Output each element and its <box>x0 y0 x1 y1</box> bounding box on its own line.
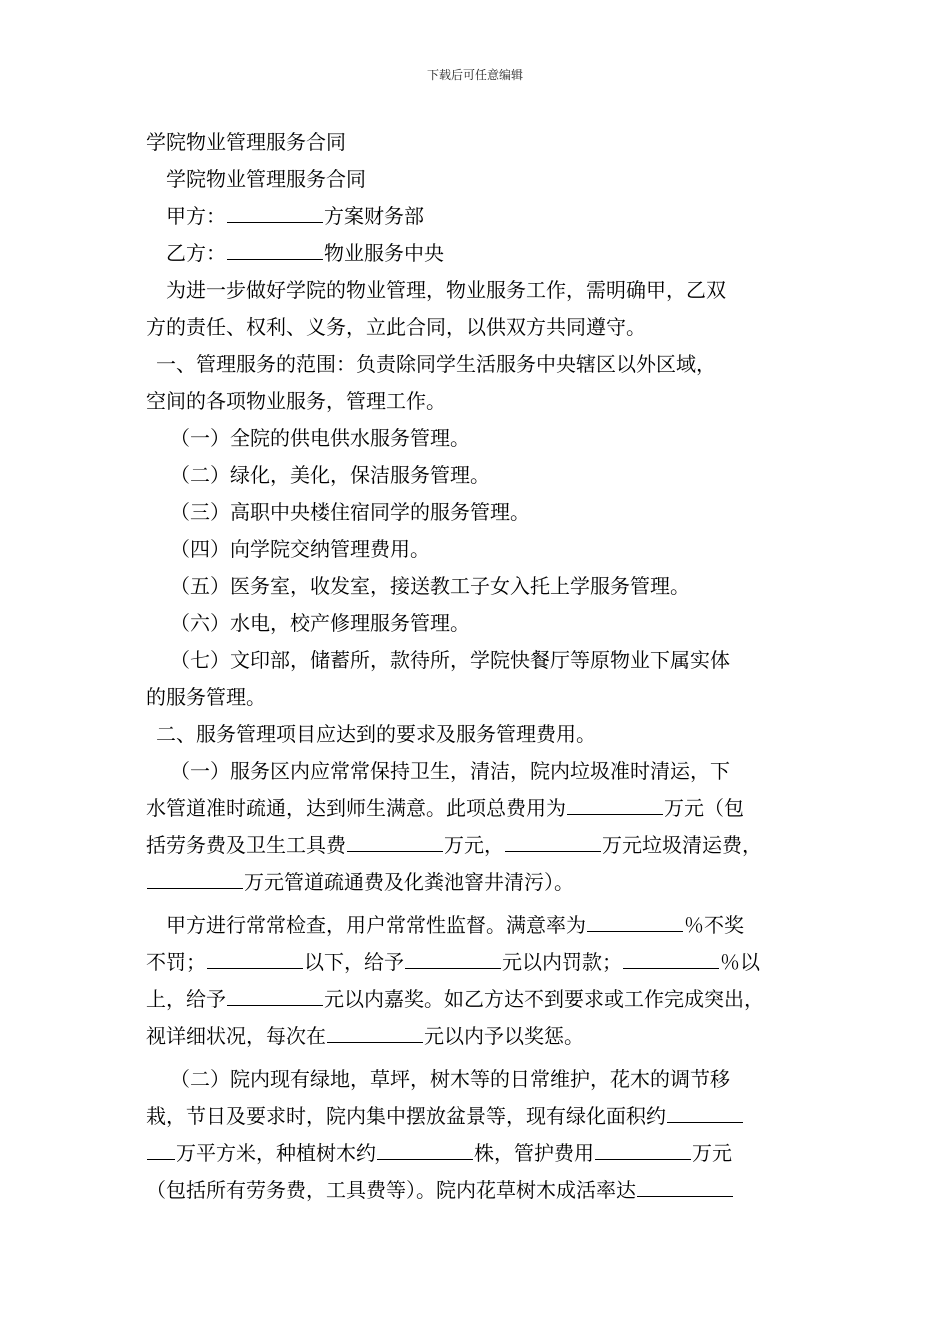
doc-subtitle: 学院物业管理服务合同 <box>166 167 366 191</box>
fill-blank <box>595 1158 691 1160</box>
party-a-label: 甲方： <box>166 204 226 228</box>
section-2-item-1: （一）服务区内应常常保持卫生，清洁，院内垃圾准时清运，下 <box>170 759 730 783</box>
text-run: 元以内予以奖惩。 <box>424 1024 584 1048</box>
text-run: 不罚； <box>146 950 206 974</box>
section-2-item-2 <box>146 1098 822 1135</box>
section-1-item: （五）医务室，收发室，接送教工子女入托上学服务管理。 <box>170 574 690 598</box>
fill-blank <box>587 930 683 932</box>
fill-blank <box>377 1158 473 1160</box>
fill-blank <box>347 850 443 852</box>
text-run: ％以 <box>720 950 760 974</box>
intro-line: 方的责任、权利、义务，立此合同，以供双方共同遵守。 <box>146 315 646 339</box>
contract-body <box>146 124 822 1209</box>
doc-title: 学院物业管理服务合同 <box>146 130 346 154</box>
fill-blank <box>147 1158 175 1160</box>
section-1-item: （七）文印部，储蓄所，款待所，学院快餐厅等原物业下属实体 <box>170 648 730 672</box>
intro-line: 为进一步做好学院的物业管理，物业服务工作，需明确甲，乙双 <box>166 278 726 302</box>
section-1-item: （四）向学院交纳管理费用。 <box>170 537 430 561</box>
fill-blank <box>405 967 501 969</box>
fill-blank <box>327 1041 423 1043</box>
text-run: 万元垃圾清运费， <box>602 833 762 857</box>
text-run: 水管道准时疏通，达到师生满意。此项总费用为 <box>146 796 566 820</box>
text-run: 株，管护费用 <box>474 1141 594 1165</box>
text-run: 万元 <box>692 1141 732 1165</box>
section-1-heading: 一、管理服务的范围：负责除同学生活服务中央辖区以外区域， <box>156 352 716 376</box>
inspection-clause <box>146 907 822 944</box>
section-1-item: （二）绿化，美化，保洁服务管理。 <box>170 463 490 487</box>
fill-blank <box>227 221 323 223</box>
fill-blank <box>207 967 303 969</box>
inspection-clause <box>146 981 822 1018</box>
fill-blank <box>667 1121 743 1123</box>
party-a-line <box>146 198 822 235</box>
fill-blank <box>227 258 323 260</box>
section-1-item: 的服务管理。 <box>146 685 266 709</box>
page-header-note: 下载后可任意编辑 <box>426 68 523 82</box>
text-run: 括劳务费及卫生工具费 <box>146 833 346 857</box>
inspection-clause <box>146 1018 822 1055</box>
section-2-item-2 <box>146 1172 822 1209</box>
party-a-name: 方案财务部 <box>324 204 424 228</box>
party-b-label: 乙方： <box>166 241 226 265</box>
party-b-name: 物业服务中央 <box>324 241 444 265</box>
text-run: 元以内罚款； <box>502 950 622 974</box>
inspection-clause <box>146 944 822 981</box>
section-2-item-1 <box>146 864 822 901</box>
text-run: 视详细状况，每次在 <box>146 1024 326 1048</box>
section-1-item: （一）全院的供电供水服务管理。 <box>170 426 470 450</box>
section-2-item-2 <box>146 1135 822 1172</box>
text-run: 以下，给予 <box>304 950 404 974</box>
party-b-line <box>146 235 822 272</box>
section-2-item-1 <box>146 790 822 827</box>
text-run: 栽，节日及要求时，院内集中摆放盆景等，现有绿化面积约 <box>146 1104 666 1128</box>
text-run: ％不奖 <box>684 913 744 937</box>
fill-blank <box>567 813 663 815</box>
section-2-heading: 二、服务管理项目应达到的要求及服务管理费用。 <box>156 722 596 746</box>
fill-blank <box>623 967 719 969</box>
section-1-item: （三）高职中央楼住宿同学的服务管理。 <box>170 500 530 524</box>
text-run: （包括所有劳务费，工具费等）。院内花草树木成活率达 <box>146 1178 636 1202</box>
fill-blank <box>505 850 601 852</box>
section-2-item-1 <box>146 827 822 864</box>
fill-blank <box>637 1195 733 1197</box>
text-run: 万平方米，种植树木约 <box>176 1141 376 1165</box>
section-2-item-2: （二）院内现有绿地，草坪，树木等的日常维护，花木的调节移 <box>170 1067 730 1091</box>
section-1-text: 空间的各项物业服务，管理工作。 <box>146 389 446 413</box>
text-run: 甲方进行常常检查，用户常常性监督。满意率为 <box>166 913 586 937</box>
text-run: 万元管道疏通费及化粪池窨井清污）。 <box>244 870 574 894</box>
section-1-item: （六）水电，校产修理服务管理。 <box>170 611 470 635</box>
text-run: 万元（包 <box>664 796 744 820</box>
fill-blank <box>227 1004 323 1006</box>
fill-blank <box>147 887 243 889</box>
text-run: 万元， <box>444 833 504 857</box>
text-run: 上，给予 <box>146 987 226 1011</box>
text-run: 元以内嘉奖。如乙方达不到要求或工作完成突出， <box>324 987 764 1011</box>
